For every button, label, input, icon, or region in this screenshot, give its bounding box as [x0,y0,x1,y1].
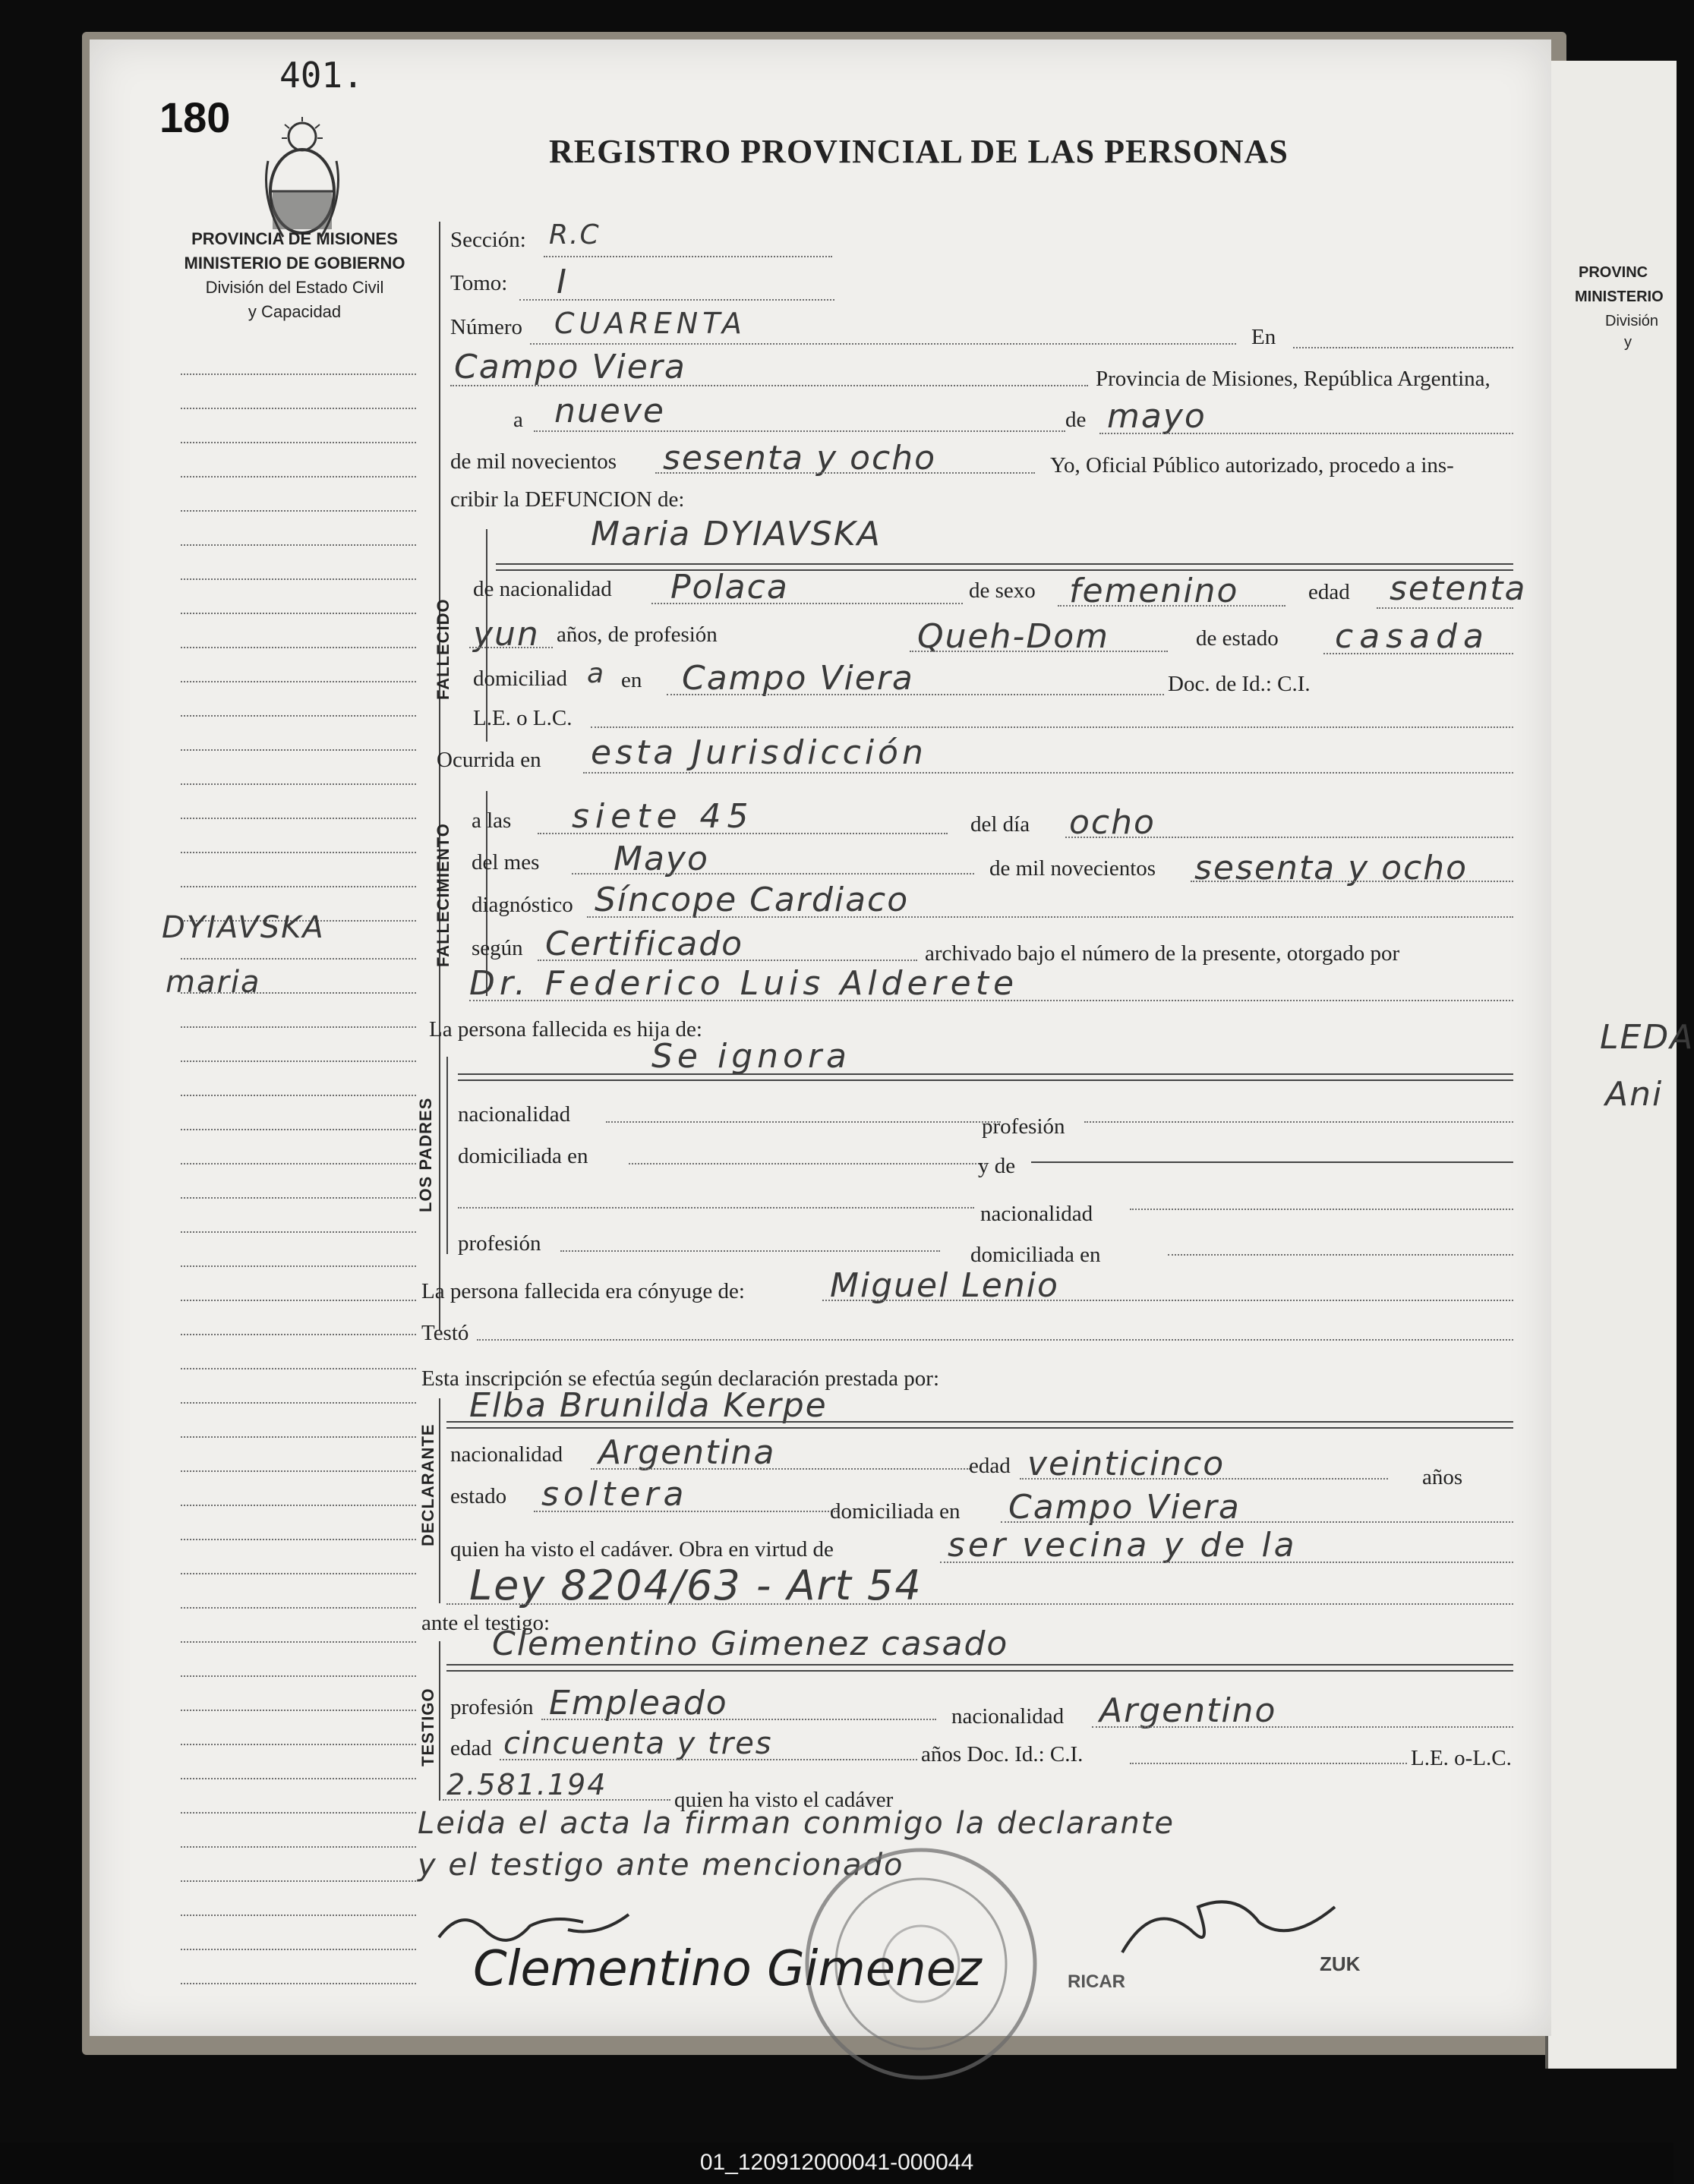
a-las-label: a las [472,808,512,833]
conyuge-value: Miguel Lenio [830,1266,1059,1305]
madre-domiciliada-label: domiciliada en [970,1243,1101,1267]
seccion-value: R.C [549,219,601,251]
sexo-label: de sexo [969,578,1036,603]
anos-profesion-label: años, de profesión [557,622,718,647]
nacionalidad-label: de nacionalidad [473,577,612,601]
de-mil-label-2: de mil novecientos [989,856,1156,881]
le-lc-label: L.E. o L.C. [473,706,573,730]
register-page [90,39,1551,2036]
padres-divider [446,1057,448,1254]
declarante-domiciliada-label: domiciliada en [830,1499,961,1524]
provincia-label: Provincia de Misiones, República Argentina, [1096,367,1491,391]
oficial-label: Yo, Oficial Público autorizado, procedo a ins- [1050,453,1454,477]
nacionalidad-value: Polaca [670,568,789,607]
numero-value: CUARENTA [554,307,746,340]
coat-of-arms-icon [260,115,344,244]
en-label: En [1251,325,1276,349]
ocurrida-label: Ocurrida en [437,748,541,772]
dia-fallec-value: ocho [1069,803,1156,842]
diagnostico-value: Síncope Cardiaco [595,881,910,919]
cierre-line-1: Leida el acta la firman conmigo la declarante [418,1806,1175,1841]
ricar-stamp: RICAR [1068,1971,1125,1992]
zuk-stamp: ZUK [1320,1952,1361,1975]
doc-label: Doc. de Id.: C.I. [1168,672,1311,696]
ley-value: Ley 8204/63 - Art 54 [469,1562,923,1609]
sexo-value: femenino [1069,572,1239,610]
tomo-value: I [557,263,568,301]
anio-fallec-value: sesenta y ocho [1194,849,1468,887]
testigo-doc-label: años Doc. Id.: C.I. [921,1742,1084,1766]
estado-label: de estado [1196,626,1279,651]
page-number-hand: 401. [279,55,364,96]
hija-de-label: La persona fallecida es hija de: [429,1017,702,1042]
province-label: PROVINCIA DE MISIONES [191,229,398,248]
dia-value: nueve [554,392,665,430]
next-page [1545,61,1694,2069]
capacity-label: y Capacidad [248,302,342,321]
declarante-domicilio-value: Campo Viera [1008,1488,1241,1527]
padre-profesion-label: profesión [982,1114,1065,1139]
de-mil-label: de mil novecientos [450,449,617,474]
declarante-virtud-value: ser vecina y de la [948,1526,1298,1565]
declarante-divider [439,1398,440,1603]
segun-label: según [472,936,523,960]
domicilio-letter: a [587,658,606,689]
next-page-hand-1: LEDA [1600,1018,1694,1057]
testigo-divider [439,1641,440,1801]
madre-profesion-label: profesión [458,1231,541,1256]
declarante-nacionalidad-label: nacionalidad [450,1442,563,1467]
margin-name: maria [166,965,261,1000]
testigo-side-label: TESTIGO [418,1688,437,1766]
testigo-profesion-label: profesión [450,1695,534,1719]
declarante-edad-label: edad [969,1454,1011,1478]
anio-value: sesenta y ocho [663,439,937,477]
domiciliado-label: domiciliad [473,667,568,691]
del-mes-label: del mes [472,850,540,875]
testigo-le-label: L.E. o-L.C. [1411,1746,1512,1770]
testigo-edad-label: edad [450,1736,492,1760]
padre-nacionalidad-label: nacionalidad [458,1102,571,1127]
en-label-2: en [621,668,642,692]
profesion-value: Queh-Dom [917,617,1110,656]
footer-filename: 01_120912000041-000044 [699,2150,974,2175]
next-page-line-3: División [1605,313,1659,329]
division-label: División del Estado Civil [205,278,384,297]
declarante-side-label: DECLARANTE [418,1423,437,1546]
page-number-stamp: 180 [159,93,231,141]
inscripcion-label: Esta inscripción se efectúa según declaración prestada por: [421,1366,940,1391]
ante-testigo-label: ante el testigo: [421,1611,550,1635]
diagnostico-label: diagnóstico [472,893,573,917]
declarante-anos-label: años [1422,1465,1463,1489]
edad2-value: yun [473,615,540,654]
testigo-nacionalidad-value: Argentino [1099,1691,1277,1730]
column-divider [439,222,440,1330]
numero-label: Número [450,315,523,339]
testigo-nacionalidad-label: nacionalidad [951,1704,1065,1729]
del-dia-label: del día [970,812,1030,837]
ministry-label: MINISTERIO DE GOBIERNO [184,254,405,273]
next-page-line-2: MINISTERIO [1575,288,1664,305]
domicilio-value: Campo Viera [682,659,914,698]
testigo-doc-value: 2.581.194 [446,1768,607,1801]
declarante-visto-label: quien ha visto el cadáver. Obra en virtud de [450,1537,834,1562]
testigo-visto-label: quien ha visto el cadáver [674,1788,894,1812]
declarante-estado-label: estado [450,1484,507,1508]
edad-label: edad [1308,580,1350,604]
conyuge-label: La persona fallecida era cónyuge de: [421,1279,745,1303]
declarante-edad-value: veinticinco [1027,1445,1226,1483]
declarante-value: Elba Brunilda Kerpe [469,1386,828,1425]
page-title: REGISTRO PROVINCIAL DE LAS PERSONAS [549,133,1289,170]
a-label: a [513,408,523,432]
testo-label: Testó [421,1321,469,1345]
estado-value: casada [1335,617,1490,656]
next-page-hand-2: Ani [1605,1075,1664,1114]
de-label: de [1065,408,1087,432]
tomo-label: Tomo: [450,271,508,295]
inscribir-label: cribir la DEFUNCION de: [450,487,685,512]
padres-value: Se ignora [651,1037,851,1076]
testigo-profesion-value: Empleado [549,1684,728,1722]
cierre-line-2: y el testigo ante mencionado [418,1848,904,1883]
next-page-line-1: PROVINC [1579,264,1648,281]
fallecimiento-side-label: FALLECIMIENTO [434,823,453,967]
hora-value: siete 45 [572,797,755,836]
nombre-value: Maria DYIAVSKA [591,515,882,553]
padres-side-label: LOS PADRES [416,1097,435,1212]
seccion-label: Sección: [450,228,526,252]
edad-value: setenta [1390,569,1527,608]
testigo-value: Clementino Gimenez casado [492,1625,1009,1663]
padre-domiciliada-label: domiciliada en [458,1144,588,1168]
fallecido-side-label: FALLECIDO [434,598,453,700]
declarante-estado-value: soltera [541,1475,689,1514]
next-page-line-4: y [1624,334,1632,351]
medico-value: Dr. Federico Luis Alderete [469,964,1019,1003]
mes-fallec-value: Mayo [614,840,709,878]
testigo-edad-value: cincuenta y tres [503,1726,773,1761]
lugar-value: Campo Viera [454,348,686,386]
margin-surname: DYIAVSKA [162,910,325,945]
segun-value: Certificado [545,925,744,963]
madre-nacionalidad-label: nacionalidad [980,1202,1093,1226]
archivado-label: archivado bajo el número de la presente, otorgado por [925,941,1400,966]
mes-value: mayo [1107,397,1207,436]
y-de-label: y de [978,1154,1016,1178]
ocurrida-value: esta Jurisdicción [591,733,927,772]
declarante-nacionalidad-value: Argentina [598,1433,776,1472]
testigo-signature: Clementino Gimenez [473,1941,982,1997]
